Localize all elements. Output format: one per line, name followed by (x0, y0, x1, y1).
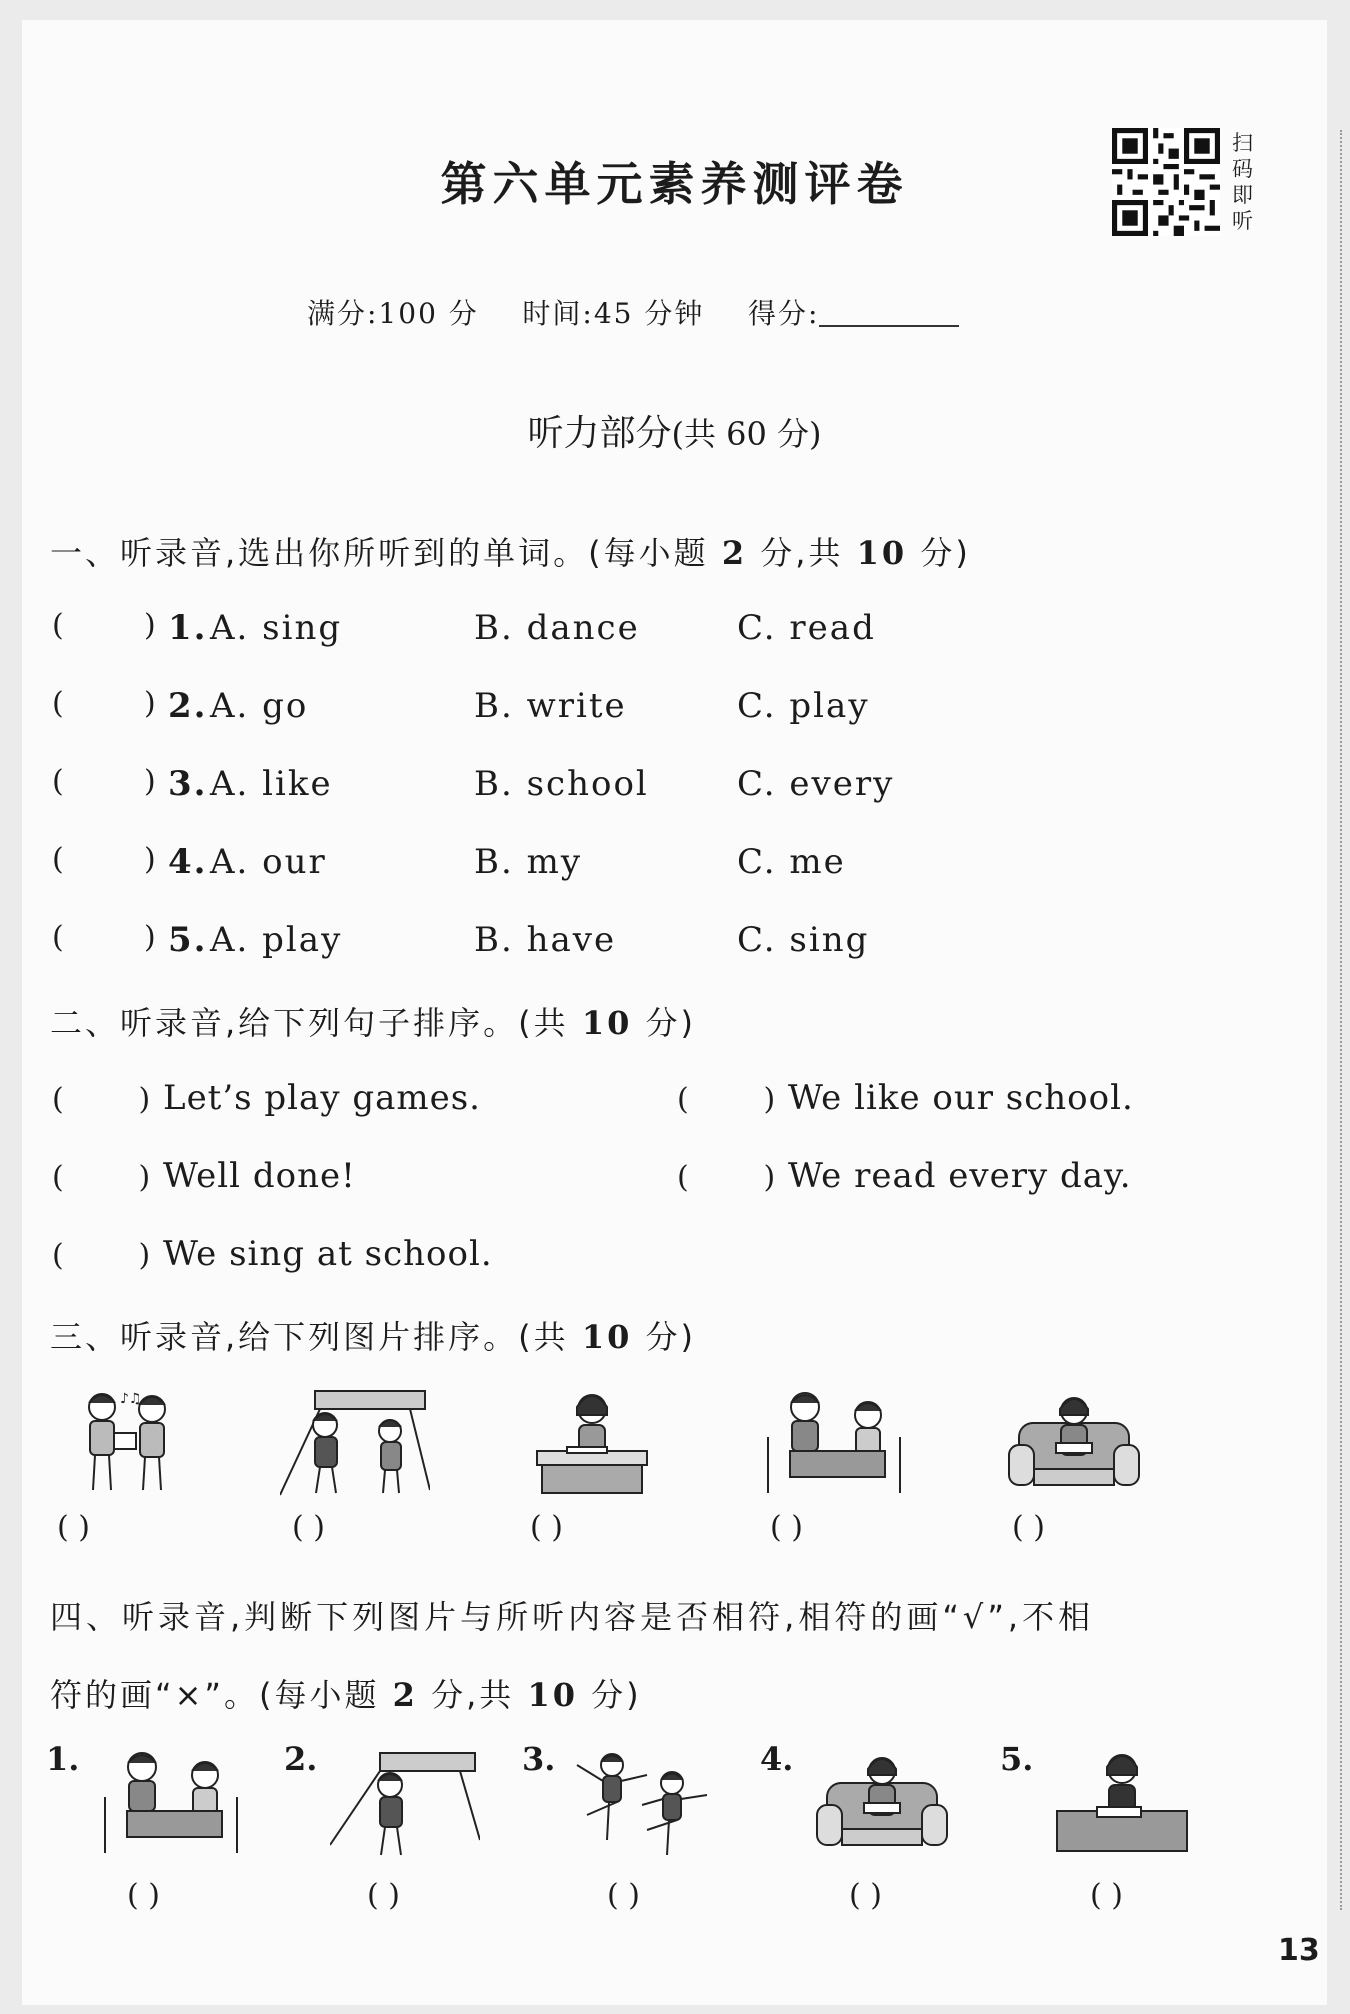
answer-blank[interactable]: ( ) (52, 1160, 152, 1195)
worksheet-page (22, 20, 1327, 2005)
option-c: C. me (737, 842, 846, 882)
option-a: A. play (210, 920, 343, 960)
sentence-item: ( ) Well done! (52, 1156, 356, 1196)
judge-answer-blank[interactable]: ( ) (367, 1878, 400, 1913)
answer-blank[interactable]: ( (52, 764, 66, 799)
picture-kids-singing (62, 1385, 192, 1500)
section3-heading: 三、听录音,给下列图片排序。(共 10 分) (50, 1318, 697, 1356)
answer-blank[interactable]: ( ) (677, 1082, 777, 1117)
answer-blank[interactable]: ( (52, 686, 66, 721)
picture-girls-dancing (567, 1745, 717, 1860)
answer-blank[interactable]: ( (52, 920, 66, 955)
full-score: 满分:100 分 (307, 297, 479, 330)
score-blank[interactable] (819, 303, 959, 327)
answer-blank[interactable]: ( (52, 842, 66, 877)
question-row: ( ) 1. A. sing B. dance C. read (52, 608, 876, 648)
judge-answer-blank[interactable]: ( ) (1090, 1878, 1123, 1913)
option-a: A. sing (210, 608, 343, 648)
picture-girl-reading-sofa (812, 1745, 952, 1860)
option-b: B. my (474, 842, 583, 882)
picture-girl-writing (1052, 1745, 1192, 1860)
cut-line (1340, 130, 1342, 1910)
option-c: C. every (737, 764, 895, 804)
picture-answer-blank[interactable]: ( ) (1012, 1510, 1045, 1545)
part-heading: 听力部分(共 60 分) (527, 413, 822, 454)
judge-answer-blank[interactable]: ( ) (607, 1878, 640, 1913)
picture-kids-walking-school (280, 1385, 430, 1500)
option-b: B. write (474, 686, 627, 726)
judge-answer-blank[interactable]: ( ) (849, 1878, 882, 1913)
time-limit: 时间:45 分钟 (522, 297, 705, 330)
score-label: 得分: (747, 297, 820, 330)
sentence-item: ( ) Let’s play games. (52, 1078, 481, 1118)
picture-answer-blank[interactable]: ( ) (530, 1510, 563, 1545)
option-b: B. dance (474, 608, 640, 648)
section1-heading: 一、听录音,选出你所听到的单词。(每小题 2 分,共 10 分) (50, 534, 971, 572)
item-number: 5. (1000, 1740, 1034, 1778)
picture-answer-blank[interactable]: ( ) (292, 1510, 325, 1545)
item-number: 3. (522, 1740, 556, 1778)
question-row: ( ) 2. A. go B. write C. play (52, 686, 870, 726)
answer-blank[interactable]: ( ) (677, 1160, 777, 1195)
sentence-item: ( ) We sing at school. (52, 1234, 493, 1274)
picture-answer-blank[interactable]: ( ) (770, 1510, 803, 1545)
answer-blank[interactable]: ( ) (52, 1082, 152, 1117)
item-number: 2. (284, 1740, 318, 1778)
section4-heading-line2: 符的画“×”。(每小题 2 分,共 10 分) (50, 1676, 642, 1714)
answer-blank[interactable]: ( ) (52, 1238, 152, 1273)
option-c: C. sing (737, 920, 870, 960)
judge-answer-blank[interactable]: ( ) (127, 1878, 160, 1913)
option-b: B. school (474, 764, 649, 804)
picture-girl-writing (527, 1385, 657, 1500)
option-a: A. go (210, 686, 309, 726)
question-row: ( ) 4. A. our B. my C. me (52, 842, 846, 882)
answer-blank[interactable]: ( (52, 608, 66, 643)
option-c: C. read (737, 608, 876, 648)
picture-answer-blank[interactable]: ( ) (57, 1510, 90, 1545)
sentence-item: ( ) We like our school. (677, 1078, 1134, 1118)
item-number: 4. (760, 1740, 794, 1778)
question-row: ( ) 3. A. like B. school C. every (52, 764, 895, 804)
qr-code[interactable] (1112, 128, 1220, 236)
picture-kid-walking-school (330, 1745, 480, 1860)
picture-girl-reading-sofa (1004, 1385, 1144, 1500)
page-number: 13 (1278, 1933, 1320, 1968)
question-row: ( ) 5. A. play B. have C. sing (52, 920, 870, 960)
section4-heading-line1: 四、听录音,判断下列图片与所听内容是否相符,相符的画“√”,不相 (50, 1598, 1095, 1636)
sentence-item: ( ) We read every day. (677, 1156, 1132, 1196)
option-c: C. play (737, 686, 870, 726)
picture-boys-playing-game (760, 1385, 910, 1500)
option-a: A. like (210, 764, 333, 804)
option-b: B. have (474, 920, 617, 960)
scan-to-listen-label: 扫 码 即 听 (1232, 131, 1253, 233)
svg-text:♪♫: ♪♫ (120, 1391, 142, 1407)
option-a: A. our (210, 842, 327, 882)
page-title: 第六单元素养测评卷 (440, 157, 909, 211)
exam-meta (307, 292, 959, 332)
picture-boys-playing-game (97, 1745, 247, 1860)
section2-heading: 二、听录音,给下列句子排序。(共 10 分) (50, 1004, 697, 1042)
item-number: 1. (46, 1740, 80, 1778)
